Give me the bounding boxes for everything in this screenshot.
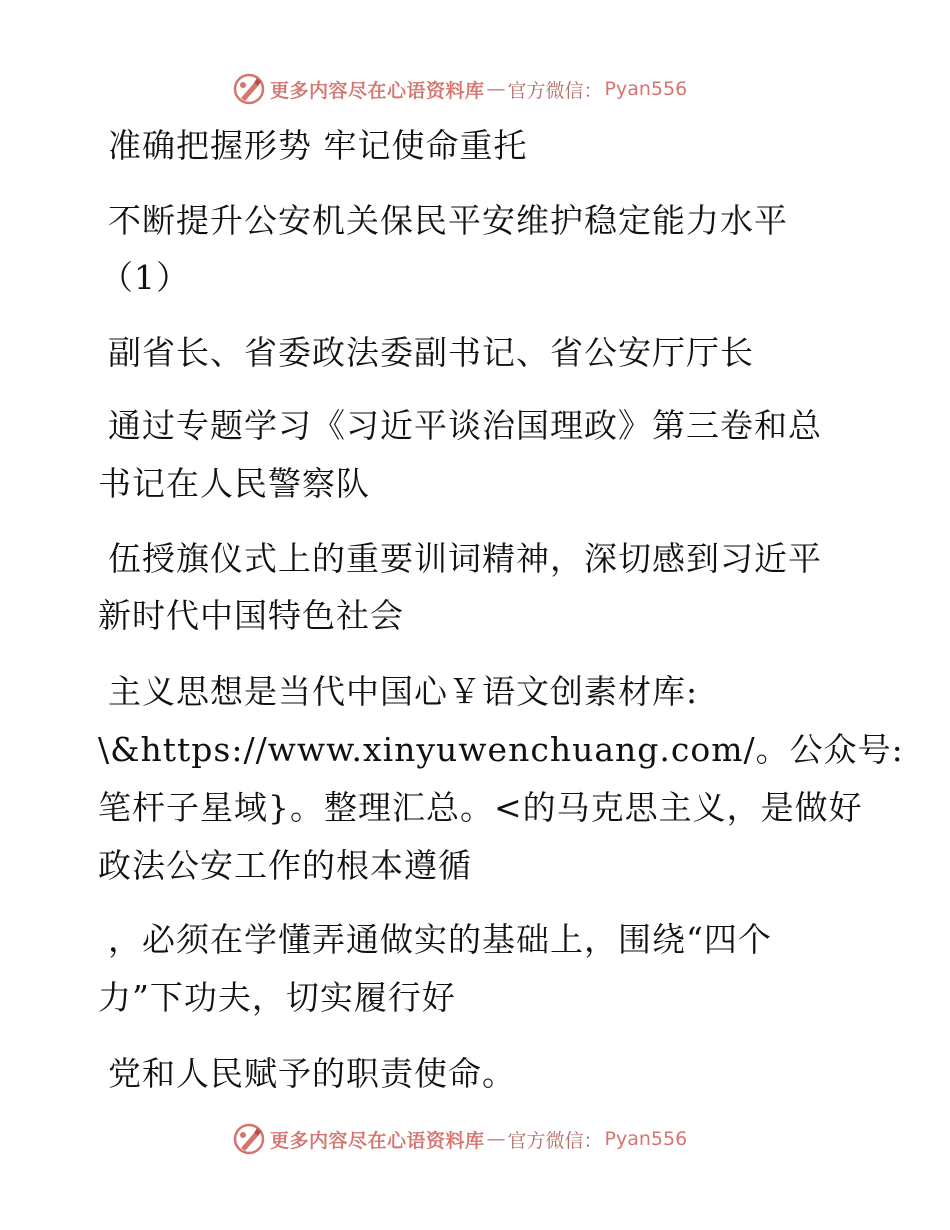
doc-line-10: \&https://www.xinyuwenchuang.com/。公众号: [98, 730, 904, 769]
banner-dash: — [486, 1128, 506, 1150]
doc-line-7: 伍授旗仪式上的重要训词精神，深切感到习近平 [108, 539, 822, 578]
doc-line-2: 不断提升公安机关保民平安维护稳定能力水平 [108, 201, 788, 240]
doc-line-4: 副省长、省委政法委副书记、省公安厅厅长 [108, 333, 754, 372]
doc-line-15: 党和人民赋予的职责使命。 [108, 1054, 516, 1093]
doc-line-9: 主义思想是当代中国心￥语文创素材库: [108, 672, 699, 711]
pen-logo-icon [232, 1122, 266, 1156]
doc-line-5: 通过专题学习《习近平谈治国理政》第三卷和总 [108, 406, 822, 445]
doc-line-11: 笔杆子星域}。整理汇总。<的马克思主义，是做好 [98, 788, 863, 827]
banner-wechat-label: 官方微信： [507, 79, 603, 102]
banner-wechat-label: 官方微信： [507, 1129, 603, 1152]
header-banner [232, 72, 712, 106]
doc-line-13: ，必须在学懂弄通做实的基础上，围绕“四个 [108, 920, 772, 959]
doc-line-12: 政法公安工作的根本遵循 [98, 846, 472, 885]
doc-line-1: 准确把握形势 牢记使命重托 [108, 126, 528, 165]
doc-line-6: 书记在人民警察队 [98, 464, 370, 503]
doc-line-8: 新时代中国特色社会 [98, 596, 404, 635]
pen-logo-icon [232, 72, 266, 106]
doc-line-3: （1） [100, 258, 190, 297]
banner-wechat-id: Pyan556 [604, 78, 688, 100]
footer-banner [232, 1122, 712, 1156]
banner-slogan: 更多内容尽在心语资料库 [270, 79, 485, 102]
banner-dash: — [486, 78, 506, 100]
banner-wechat-id: Pyan556 [604, 1128, 688, 1150]
banner-slogan: 更多内容尽在心语资料库 [270, 1129, 485, 1152]
doc-line-14: 力”下功夫，切实履行好 [98, 978, 456, 1017]
